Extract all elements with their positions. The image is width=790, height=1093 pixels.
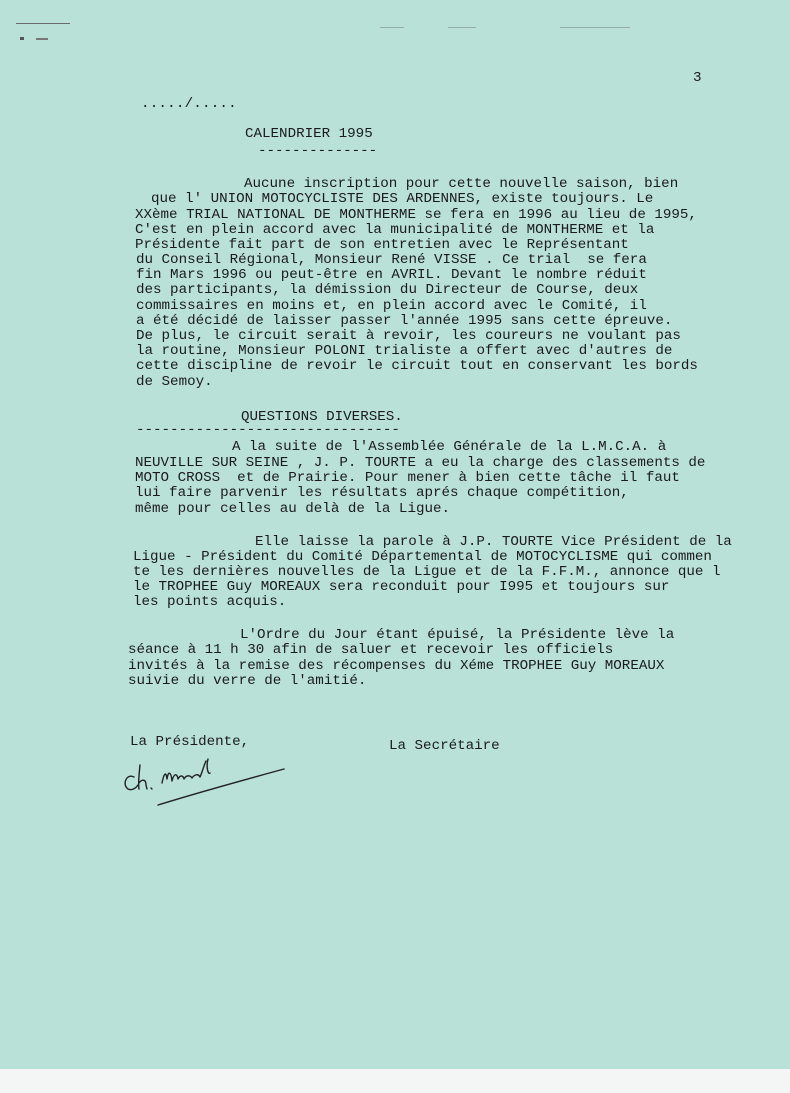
continuation-mark: ...../.....: [141, 96, 237, 112]
page-bottom-edge: [0, 1069, 790, 1093]
scan-mark: [20, 37, 24, 40]
calendar-line: du Conseil Régional, Monsieur René VISSE . Ce trial se fera: [136, 252, 647, 268]
calendar-line: commissaires en moins et, en plein accord avec le Comité, il: [136, 298, 647, 314]
questions-line: Ligue - Président du Comité Départemental de MOTOCYCLISME qui commen: [133, 549, 712, 565]
scan-mark: [380, 27, 404, 28]
calendar-line: la routine, Monsieur POLONI trialiste a offert avec d'autres de: [136, 343, 673, 359]
questions-line: même pour celles au delà de la Ligue.: [135, 501, 451, 517]
calendar-line: des participants, la démission du Directeur de Course, deux: [136, 282, 639, 298]
scan-mark: [560, 27, 630, 28]
calendar-line: a été décidé de laisser passer l'année 1995 sans cette épreuve.: [136, 313, 673, 329]
questions-line: te les dernières nouvelles de la Ligue et de la F.F.M., annonce que l: [133, 564, 721, 580]
calendar-line: fin Mars 1996 ou peut-être en AVRIL. Devant le nombre réduit: [136, 267, 647, 283]
questions-line: le TROPHEE Guy MOREAUX sera reconduit pour I995 et toujours sur: [133, 579, 670, 595]
questions-line: A la suite de l'Assemblée Générale de la L.M.C.A. à: [232, 439, 667, 455]
questions-line: NEUVILLE SUR SEINE , J. P. TOURTE a eu la charge des classements de: [135, 455, 706, 471]
questions-heading: QUESTIONS DIVERSES.: [241, 409, 403, 425]
calendar-line: XXème TRIAL NATIONAL DE MONTHERME se fera en 1996 au lieu de 1995,: [135, 207, 697, 223]
calendar-line: que l' UNION MOTOCYCLISTE DES ARDENNES, existe toujours. Le: [151, 191, 654, 207]
calendar-line: Présidente fait part de son entretien avec le Représentant: [135, 237, 629, 253]
questions-line: séance à 11 h 30 afin de saluer et recevoir les officiels: [128, 642, 614, 658]
questions-line: suivie du verre de l'amitié.: [128, 673, 367, 689]
calendar-heading: CALENDRIER 1995: [245, 126, 373, 142]
scan-mark: [36, 38, 48, 40]
questions-heading-underline: -------------------------------: [136, 422, 400, 438]
president-signature: [120, 755, 300, 815]
calendar-line: Aucune inscription pour cette nouvelle saison, bien: [244, 176, 679, 192]
calendar-line: C'est en plein accord avec la municipalité de MONTHERME et la: [135, 222, 655, 238]
questions-line: lui faire parvenir les résultats aprés chaque compétition,: [135, 485, 629, 501]
calendar-line: cette discipline de revoir le circuit tout en conservant les bords: [136, 358, 698, 374]
questions-line: MOTO CROSS et de Prairie. Pour mener à bien cette tâche il faut: [135, 470, 680, 486]
questions-line: L'Ordre du Jour étant épuisé, la Présidente lève la: [240, 627, 675, 643]
calendar-heading-underline: --------------: [258, 143, 378, 159]
president-label: La Présidente,: [130, 734, 250, 750]
page-number: 3: [693, 70, 702, 86]
calendar-line: De plus, le circuit serait à revoir, les coureurs ne voulant pas: [136, 328, 681, 344]
secretary-label: La Secrétaire: [389, 738, 500, 754]
questions-line: les points acquis.: [133, 594, 287, 610]
questions-line: Elle laisse la parole à J.P. TOURTE Vice Président de la: [255, 534, 732, 550]
questions-line: invités à la remise des récompenses du Xéme TROPHEE Guy MOREAUX: [128, 658, 665, 674]
calendar-line: de Semoy.: [136, 374, 213, 390]
scan-mark: [448, 27, 476, 28]
scan-mark: [16, 23, 70, 24]
